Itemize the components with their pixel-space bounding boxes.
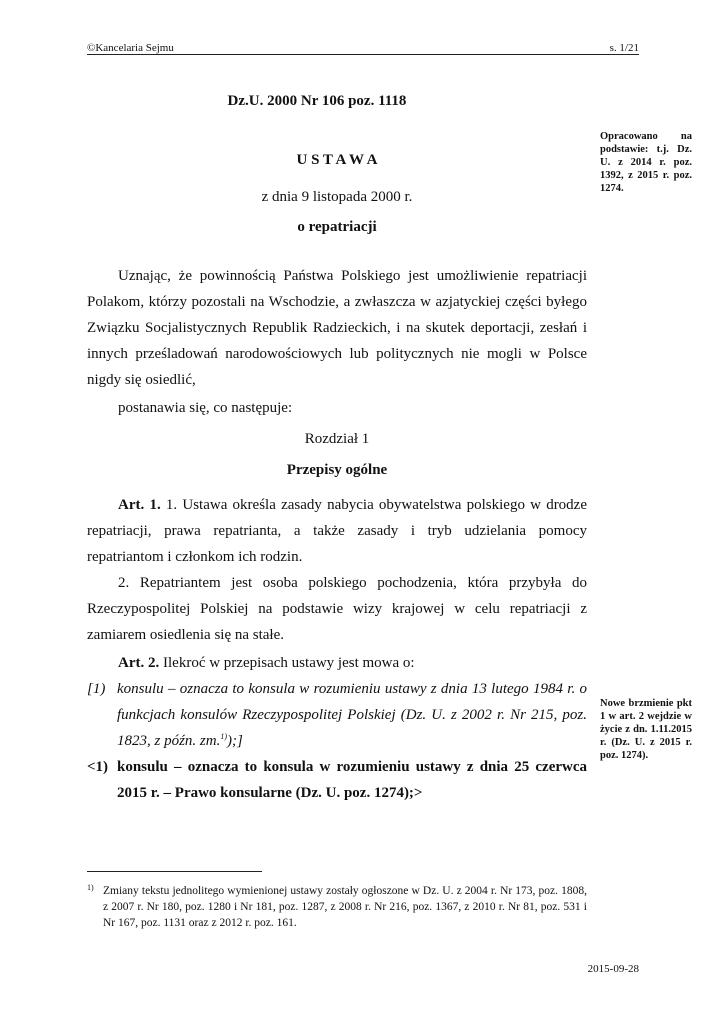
article-2-intro-text: Ilekroć w przepisach ustawy jest mowa o: — [159, 655, 415, 671]
header-page-number: s. 1/21 — [609, 42, 639, 54]
article-1-text: 1. Ustawa określa zasady nabycia obywatelstwa polskiego w drodze repatriacji, prawa repatrianta, a także zasady i tryb udzielania pomocy repatriantom i członkom ich rodzin. — [87, 497, 587, 565]
document-date: z dnia 9 listopada 2000 r. — [261, 189, 413, 205]
header-publisher: ©Kancelaria Sejmu — [87, 42, 174, 54]
article-2-intro — [87, 650, 587, 676]
article-1-label: Art. 1. — [118, 497, 161, 513]
footnote-marker: 1) — [87, 883, 94, 892]
side-note-source: Opracowano na podstawie: t.j. Dz. U. z 2014 r. poz. 1392, z 2015 r. poz. 1274. — [600, 131, 692, 194]
document-title: U S T A W A — [296, 152, 378, 168]
item-old-end: );] — [227, 733, 243, 749]
document-subject: o repatriacji — [297, 219, 377, 235]
chapter-title: Przepisy ogólne — [286, 462, 388, 478]
article-2-item-1-old — [87, 676, 587, 754]
dz-reference: Dz.U. 2000 Nr 106 poz. 1118 — [227, 93, 407, 109]
item-old-text: konsulu – oznacza to konsula w rozumieniu ustawy z dnia 13 lutego 1984 r. o funkcjach konsulów Rzeczypospolitej Polskiej (Dz. U. z 2002 r. Nr 215, poz. 1823, z późn. zm. — [117, 681, 587, 749]
enacting-clause: postanawia się, co następuje: — [118, 400, 293, 416]
item-new-text: konsulu – oznacza to konsula w rozumieniu ustawy z dnia 25 czerwca 2015 r. – Prawo konsularne (Dz. U. poz. 1274);> — [117, 759, 587, 801]
footnote-reference: 1) — [220, 732, 228, 741]
item-new-number: <1) — [87, 759, 109, 775]
footnote — [87, 883, 587, 931]
footnote-divider — [87, 871, 262, 872]
preamble: Uznając, że powinnością Państwa Polskiego jest umożliwienie repatriacji Polakom, którzy pozostali na Wschodzie, a zwłaszcza w azjatyckiej części byłego Związku Socjalistycznych Republik Radzieckich, i na skutek deportacji, zesłań i innych prześladowań narodowościowych lub politycznych nie mogli w Polsce nigdy się osiedlić, — [87, 268, 587, 388]
article-2-item-1-new — [87, 754, 587, 806]
side-note-amendment: Nowe brzmienie pkt 1 w art. 2 wejdzie w życie z dn. 1.11.2015 r. (Dz. U. z 2015 r. poz. 1274). — [600, 698, 692, 761]
header-divider — [87, 54, 639, 55]
footnote-text: Zmiany tekstu jednolitego wymienionej ustawy zostały ogłoszone w Dz. U. z 2004 r. Nr 173, poz. 1808, z 2007 r. Nr 180, poz. 1280 i Nr 181, poz. 1287, z 2008 r. Nr 216, poz. 1367, z 2010 r. Nr 81, poz. 531 i Nr 167, poz. 1131 oraz z 2012 r. poz. 161. — [103, 885, 587, 929]
article-2-label: Art. 2. — [118, 655, 160, 671]
article-1-paragraph-2: 2. Repatriantem jest osoba polskiego pochodzenia, która przybyła do Rzeczypospolitej Polskiej na podstawie wizy krajowej w celu repatriacji z zamiarem osiedlenia się na stałe. — [87, 575, 587, 643]
footer-date: 2015-09-28 — [587, 963, 639, 975]
article-1-paragraph-1 — [87, 492, 587, 570]
chapter-number: Rozdział 1 — [304, 431, 370, 447]
item-old-number: [1) — [87, 681, 106, 697]
